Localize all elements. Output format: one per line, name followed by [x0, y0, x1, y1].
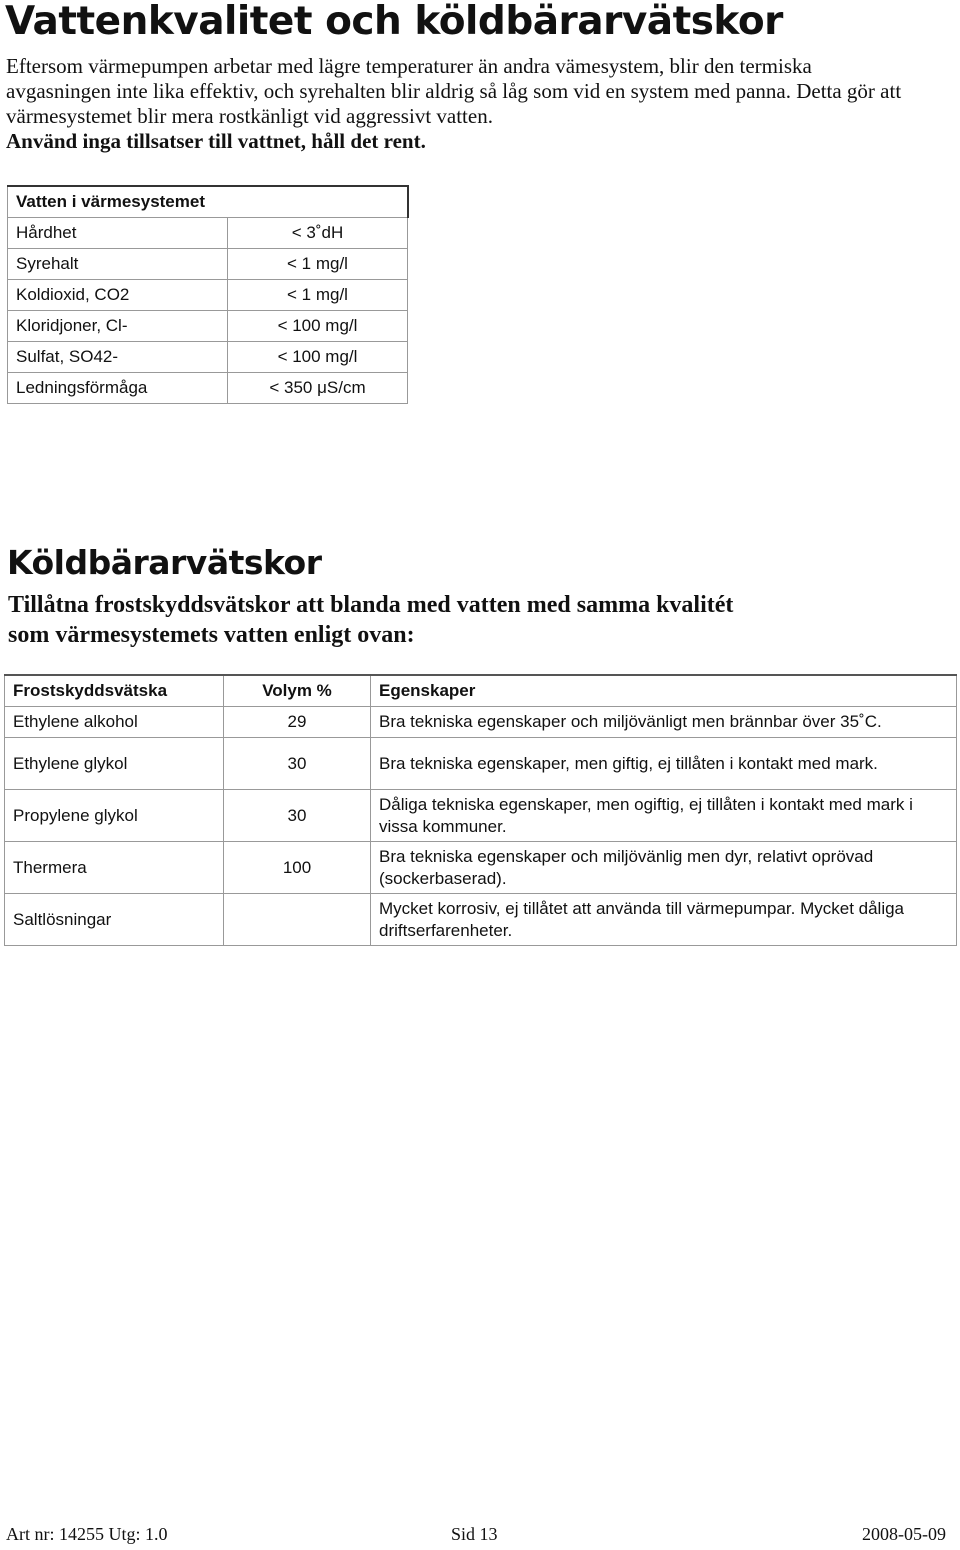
section-title: Köldbärarvätskor [7, 543, 322, 582]
water-quality-table [7, 185, 409, 404]
antifreeze-table [4, 674, 957, 946]
intro-paragraph: Eftersom värmepumpen arbetar med lägre temperaturer än andra vämesystem, blir den termiska avgasningen inte lika effektiv, och syrehalten blir aldrig så låg som vid en system med panna. Detta gör att värmesystemet blir mera rostkänligt vid aggressivt vatten. [6, 54, 902, 128]
table-row [5, 790, 957, 842]
table-row [8, 218, 408, 249]
water-param-label: Ledningsförmåga [8, 373, 228, 404]
fluid-volume: 29 [224, 707, 371, 738]
table-row [8, 249, 408, 280]
table-row [8, 373, 408, 404]
water-param-value: < 1 mg/l [228, 249, 408, 280]
fluid-volume: 30 [224, 790, 371, 842]
water-table-header: Vatten i värmesystemet [8, 186, 408, 218]
table-header-row [5, 675, 957, 707]
water-param-label: Syrehalt [8, 249, 228, 280]
intro-emphasis: Använd inga tillsatser till vattnet, håll det rent. [6, 129, 426, 153]
fluid-name: Ethylene alkohol [5, 707, 224, 738]
fluid-name: Propylene glykol [5, 790, 224, 842]
column-header-properties: Egenskaper [371, 675, 957, 707]
column-header-volume: Volym % [224, 675, 371, 707]
fluid-volume [224, 894, 371, 946]
table-row [8, 311, 408, 342]
column-header-name: Frostskyddsvätska [5, 675, 224, 707]
section-subtitle: Tillåtna frostskyddsvätskor att blanda med vatten med samma kvalitét som värmesystemets vatten enligt ovan: [8, 592, 734, 648]
fluid-volume: 100 [224, 842, 371, 894]
water-param-value: < 1 mg/l [228, 280, 408, 311]
water-param-value: < 3˚dH [228, 218, 408, 249]
water-param-value: < 350 μS/cm [228, 373, 408, 404]
fluid-volume: 30 [224, 738, 371, 790]
water-param-value: < 100 mg/l [228, 311, 408, 342]
water-param-label: Hårdhet [8, 218, 228, 249]
table-row [5, 894, 957, 946]
fluid-name: Thermera [5, 842, 224, 894]
fluid-properties: Dåliga tekniska egenskaper, men ogiftig, ej tillåten i kontakt med mark i vissa kommuner. [371, 790, 957, 842]
water-param-label: Sulfat, SO42- [8, 342, 228, 373]
table-row [5, 842, 957, 894]
fluid-name: Saltlösningar [5, 894, 224, 946]
water-param-value: < 100 mg/l [228, 342, 408, 373]
footer-page-number: Sid 13 [451, 1524, 498, 1544]
fluid-properties: Bra tekniska egenskaper och miljövänligt men brännbar över 35˚C. [371, 707, 957, 738]
fluid-properties: Bra tekniska egenskaper och miljövänlig men dyr, relativt oprövad (sockerbaserad). [371, 842, 957, 894]
fluid-properties: Mycket korrosiv, ej tillåtet att använda till värmepumpar. Mycket dåliga driftserfarenheter. [371, 894, 957, 946]
table-row [8, 280, 408, 311]
footer-art-nr: Art nr: 14255 Utg: 1.0 [6, 1524, 168, 1544]
table-row [8, 342, 408, 373]
water-param-label: Kloridjoner, Cl- [8, 311, 228, 342]
fluid-name: Ethylene glykol [5, 738, 224, 790]
footer-date: 2008-05-09 [862, 1524, 946, 1544]
page-title: Vattenkvalitet och köldbärarvätskor [5, 0, 783, 44]
fluid-properties: Bra tekniska egenskaper, men giftig, ej tillåten i kontakt med mark. [371, 738, 957, 790]
table-row [5, 707, 957, 738]
table-row [5, 738, 957, 790]
intro-text [6, 54, 906, 154]
water-param-label: Koldioxid, CO2 [8, 280, 228, 311]
